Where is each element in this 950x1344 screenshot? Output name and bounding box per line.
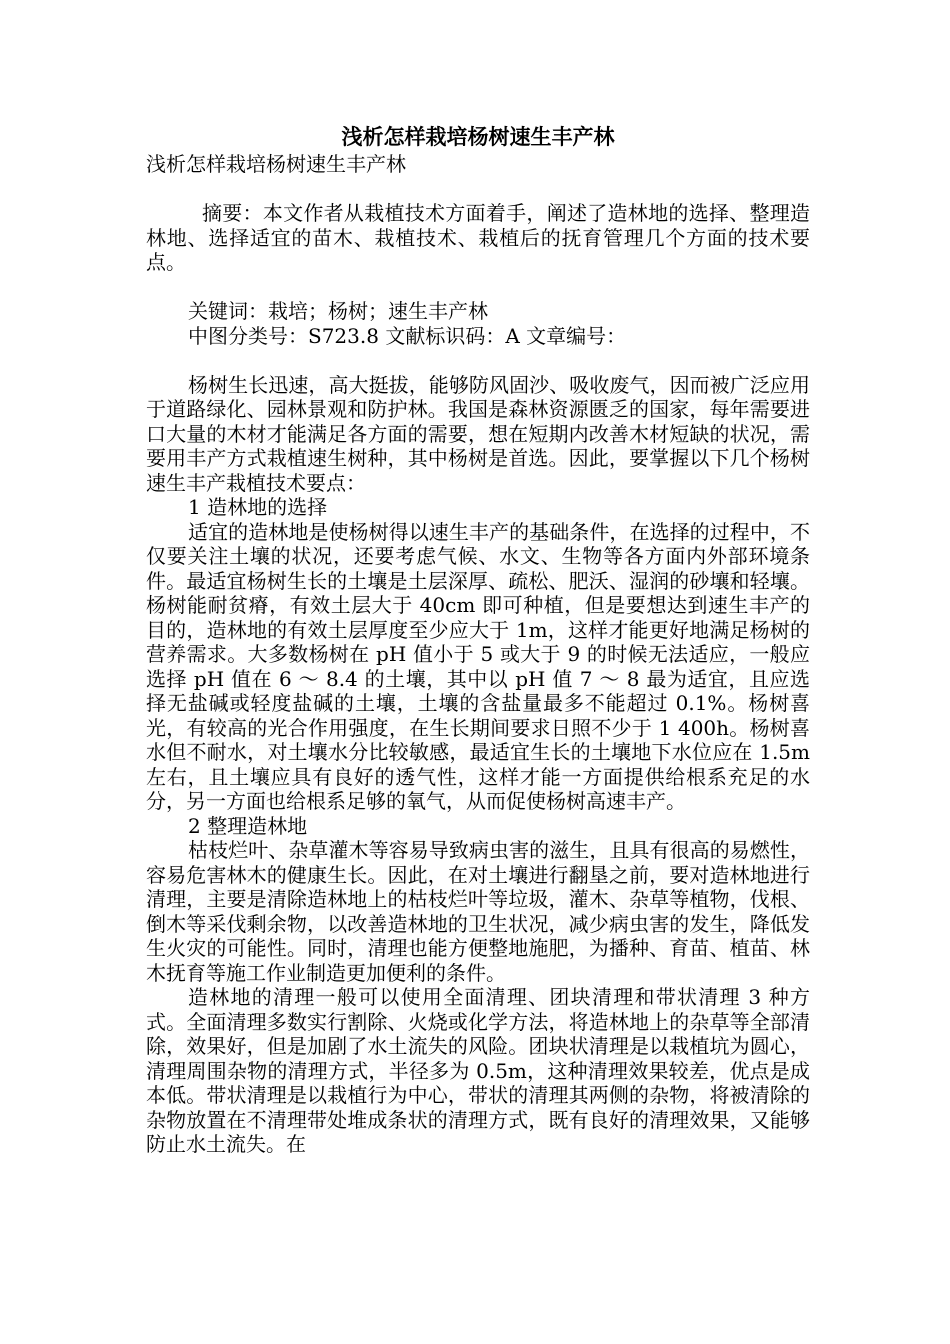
abstract-paragraph: 摘要：本文作者从栽植技术方面着手，阐述了造林地的选择、整理造林地、选择适宜的苗木、栽植技术、栽植后的抚育管理几个方面的技术要点。 xyxy=(146,201,810,274)
section2-heading: 2 整理造林地 xyxy=(188,813,308,838)
document-page xyxy=(146,122,810,1157)
keywords-line: 关键词：栽培；杨树；速生丰产林 xyxy=(188,299,488,323)
document-subtitle: 浅析怎样栽培杨树速生丰产林 xyxy=(146,152,406,176)
document-title: 浅析怎样栽培杨树速生丰产林 xyxy=(341,124,615,149)
section1-heading: 1 造林地的选择 xyxy=(188,495,328,519)
classification-line: 中图分类号：S723.8 文献标识码：A 文章编号： xyxy=(188,323,627,348)
intro-paragraph: 杨树生长迅速，高大挺拔，能够防风固沙、吸收废气，因而被广泛应用于道路绿化、园林景观和防护林。我国是森林资源匮乏的国家，每年需要进口大量的木材才能满足各方面的需要，想在短期内改善木材短缺的状况，需要用丰产方式栽植速生树种，其中杨树是首选。因此，要掌握以下几个杨树速生丰产栽植技术要点： xyxy=(146,372,810,495)
spacer xyxy=(146,275,810,300)
section2-paragraph-1: 枯枝烂叶、杂草灌木等容易导致病虫害的滋生，且具有很高的易燃性，容易危害林木的健康生长。因此，在对土壤进行翻垦之前，要对造林地进行清理，主要是清除造林地上的枯枝烂叶等垃圾，灌木、杂草等植物，伐根、倒木等采伐剩余物，以改善造林地的卫生状况，减少病虫害的发生，降低发生火灾的可能性。同时，清理也能方便整地施肥，为播种、育苗、植苗、林木抚育等施工作业制造更加便利的条件。 xyxy=(146,838,810,985)
spacer xyxy=(146,177,810,202)
spacer xyxy=(146,348,810,373)
section1-paragraph: 适宜的造林地是使杨树得以速生丰产的基础条件，在选择的过程中，不仅要关注土壤的状况，还要考虑气候、水文、生物等各方面内外部环境条件。最适宜杨树生长的土壤是土层深厚、疏松、肥沃、湿润的砂壤和轻壤。杨树能耐贫瘠，有效土层大于 40cm 即可种植，但是要想达到速生丰产的目的，造林地的有效土层厚度至少应大于 1m，这样才能更好地满足杨树的营养需求。大多数杨树在 pH 值小于 5 或大于 9 的时候无法适应，一般应选择 pH 值在 6 ～ 8.4 的土壤，其中以 pH 值 7 ～ 8 最为适宜，且应选择无盐碱或轻度盐碱的土壤，土壤的含盐量最多不能超过 0.1%。杨树喜光，有较高的光合作用强度，在生长期间要求日照不少于 1 400h。杨树喜水但不耐水，对土壤水分比较敏感，最适宜生长的土壤地下水位应在 1.5m 左右，且土壤应具有良好的透气性，这样才能一方面提供给根系充足的水分，另一方面也给根系足够的氧气，从而促使杨树高速丰产。 xyxy=(146,519,810,813)
section2-paragraph-2: 造林地的清理一般可以使用全面清理、团块清理和带状清理 3 种方式。全面清理多数实行割除、火烧或化学方法，将造林地上的杂草等全部清除，效果好，但是加剧了水土流失的风险。团块状清理是以栽植坑为圆心，清理周围杂物的清理方式，半径多为 0.5m，这种清理效果较差，优点是成本低。带状清理是以栽植行为中心，带状的清理其两侧的杂物，将被清除的杂物放置在不清理带处堆成条状的清理方式，既有良好的清理效果，又能够防止水土流失。在 xyxy=(146,985,810,1156)
